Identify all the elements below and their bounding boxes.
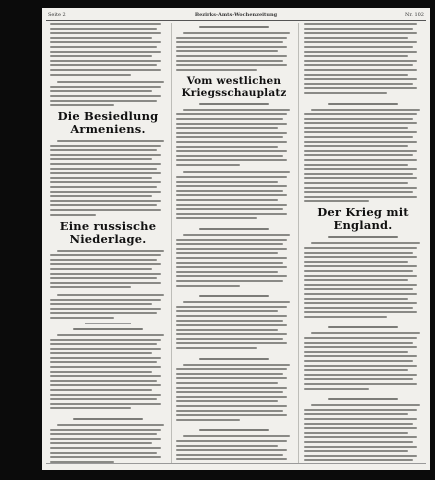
text-line [176,440,287,442]
headline: Vom westlichen Kriegsschauplatz [181,74,287,99]
text-line [176,454,283,456]
text-line [50,384,161,386]
text-line [311,109,420,111]
text-line [304,446,417,448]
text-line [50,357,161,359]
text-line [176,320,283,322]
text-line [304,41,417,43]
text-line [50,51,161,53]
text-line [304,351,408,353]
text-line [304,78,417,80]
text-line [57,294,164,296]
text-line [304,74,408,76]
text-line [50,254,161,256]
text-line [50,366,161,368]
text-line [176,213,287,215]
text-line [50,74,131,76]
text-line [50,407,131,409]
text-line [176,55,287,57]
text-line [304,418,417,420]
headline: Eine russische Niederlage. [59,218,157,246]
text-line [50,380,157,382]
text-line [304,64,413,66]
paper-title: Bezirks-Amts-Wochenzeitung [194,12,278,18]
text-line [50,86,161,88]
paragraph-gap [50,412,166,415]
text-line [176,414,287,416]
section-rule [85,323,131,324]
text-line [176,64,287,66]
text-line [176,118,283,120]
page-number: Seite 2 [48,12,66,18]
text-line [50,172,161,174]
text-line [50,308,161,310]
article-body-block [304,23,422,202]
text-line [176,141,287,143]
text-line [176,60,283,62]
text-line [304,23,417,25]
newspaper-page [42,8,430,470]
text-line [50,389,152,391]
text-line [176,445,278,447]
text-line [176,306,287,308]
section-subheading [199,358,269,360]
text-line [183,435,290,437]
text-line [176,373,283,375]
text-line [304,378,413,380]
text-line [304,311,417,313]
paragraph-gap [304,97,422,100]
text-line [176,387,287,389]
text-line [50,37,152,39]
text-line [50,69,161,71]
text-line [50,286,131,288]
text-line [50,104,114,106]
text-line [176,185,287,187]
article-body-block [50,334,166,463]
text-line [176,405,287,407]
section-subheading [199,26,269,28]
text-line [304,159,417,161]
masthead [46,10,426,20]
column-divider [171,23,172,463]
article-column-3 [304,23,422,463]
text-line [176,458,287,460]
text-line [176,262,283,264]
text-line [304,355,417,357]
text-line [183,301,290,303]
text-line [304,450,408,452]
text-line [304,32,417,34]
text-line [176,37,287,39]
text-line [50,398,157,400]
section-subheading [199,295,269,297]
text-line [50,158,152,160]
text-line [176,324,287,326]
text-line [176,271,278,273]
text-line [304,46,413,48]
text-line [50,149,157,151]
text-line [50,394,161,396]
text-line [176,310,278,312]
text-line [176,113,287,115]
text-line [304,127,408,129]
text-line [304,87,417,89]
text-line [304,141,417,143]
text-line [183,171,290,173]
text-line [50,100,157,102]
text-line [176,46,287,48]
text-line [176,176,287,178]
page-bottom-rule [46,463,426,464]
text-line [176,159,287,161]
text-line [304,150,417,152]
text-line [176,194,287,196]
text-line [50,60,161,62]
text-line [183,234,290,236]
text-line [50,312,157,314]
text-line [176,382,278,384]
text-line [50,214,96,216]
text-line [304,293,417,295]
text-line [50,361,157,363]
text-line [50,339,161,341]
text-line [304,145,408,147]
text-line [50,343,157,345]
text-line [50,28,157,30]
text-line [176,150,287,152]
text-line [304,177,417,179]
text-line [50,95,161,97]
text-line [176,164,240,166]
text-line [50,200,161,202]
text-line [50,303,152,305]
text-line [304,252,413,254]
issue-number: Nr. 102 [405,12,424,18]
text-line [50,371,152,373]
text-line [176,155,283,157]
text-line [304,136,413,138]
text-line [50,317,114,319]
text-line [304,360,413,362]
article-body-block [50,250,166,319]
text-line [176,400,278,402]
text-line [304,436,417,438]
text-line [176,69,257,71]
text-line [176,396,287,398]
paragraph-gap [176,423,292,426]
text-line [57,424,164,426]
text-line [50,299,161,301]
text-line [50,352,152,354]
article-column-2 [176,23,292,463]
text-line [176,243,283,245]
text-line [176,50,278,52]
text-line [50,282,161,284]
text-line [304,342,413,344]
text-line [304,122,417,124]
text-line [311,242,420,244]
paragraph-gap [176,352,292,355]
text-line [304,173,413,175]
text-line [50,209,161,211]
text-line [176,146,278,148]
section-subheading [199,429,269,431]
text-line [304,92,387,94]
text-line [304,374,417,376]
text-line [183,32,290,34]
text-line [50,41,161,43]
text-line [304,154,413,156]
text-line [176,410,283,412]
text-line [304,346,417,348]
section-subheading [73,418,143,420]
text-line [176,132,287,134]
text-line [304,298,408,300]
text-line [176,181,278,183]
text-line [304,316,387,318]
text-line [176,208,283,210]
text-line [50,163,161,165]
section-subheading [328,103,399,105]
text-line [57,140,164,142]
text-line [50,447,161,449]
text-line [304,196,417,198]
text-line [304,365,417,367]
text-line [176,391,283,393]
text-line [50,181,161,183]
text-line [176,257,287,259]
text-line [176,315,287,317]
text-line [304,83,413,85]
text-line [304,28,413,30]
text-line [176,449,287,451]
text-line [50,23,161,25]
text-line [304,131,417,133]
text-line [50,55,152,57]
text-line [176,338,283,340]
text-line [304,55,408,57]
text-line [50,259,157,261]
text-line [304,256,417,258]
text-line [50,90,152,92]
text-line [50,195,152,197]
text-line [50,429,161,431]
text-line [176,333,287,335]
text-line [176,127,278,129]
article-body-block [304,242,422,463]
text-line [176,199,278,201]
text-line [50,268,152,270]
section-subheading [328,326,399,328]
text-line [304,423,413,425]
text-line [304,187,417,189]
text-line [304,164,408,166]
article-column-1 [50,23,166,463]
paragraph-gap [176,289,292,292]
text-line [50,168,157,170]
text-line [304,191,413,193]
text-line [50,452,157,454]
text-line [176,280,283,282]
text-line [176,217,257,219]
text-line [304,459,413,461]
text-line [50,277,157,279]
text-line [304,113,417,115]
text-line [50,456,161,458]
text-line [176,204,287,206]
text-line [304,200,369,202]
text-line [50,64,157,66]
text-line [304,270,413,272]
text-line [304,37,408,39]
text-line [50,32,161,34]
text-line [304,284,417,286]
article-body-block [176,26,292,71]
text-line [304,427,417,429]
text-line [176,41,283,43]
text-line [304,369,408,371]
text-line [176,368,287,370]
article-body-block [176,109,292,463]
text-line [176,275,287,277]
text-line [304,337,417,339]
text-line [304,388,369,390]
text-line [304,51,417,53]
text-line [50,177,152,179]
text-line [176,377,287,379]
text-line [311,404,420,406]
text-line [304,432,408,434]
paragraph-gap [304,392,422,395]
text-line [304,182,408,184]
text-line [183,364,290,366]
text-line [304,413,408,415]
headline: Die Besiedlung Armeniens. [57,109,159,137]
text-line [50,204,157,206]
article-body-block [50,23,166,106]
text-line [304,265,417,267]
text-line [304,288,413,290]
text-line [304,69,417,71]
headline: Der Krieg mit England. [317,205,409,233]
article-body-block [50,140,166,216]
text-line [50,375,161,377]
section-subheading [73,328,143,330]
text-line [311,332,420,334]
text-line [50,348,161,350]
text-line [176,239,287,241]
text-line [176,347,257,349]
text-line [176,252,278,254]
section-subheading [199,228,269,230]
text-line [304,279,408,281]
paragraph-gap [304,320,422,323]
text-line [304,261,408,263]
text-line [50,438,161,440]
text-line [304,118,413,120]
masthead-rule [46,20,426,21]
text-line [50,186,157,188]
text-line [57,334,164,336]
text-line [304,60,417,62]
section-subheading [328,398,399,400]
text-line [304,383,417,385]
text-line [304,307,413,309]
text-line [50,191,161,193]
text-line [176,342,287,344]
text-line [50,433,157,435]
text-line [304,441,413,443]
text-line [50,263,161,265]
text-line [50,154,161,156]
text-line [176,419,240,421]
text-line [304,168,417,170]
text-line [50,145,161,147]
text-line [304,275,417,277]
text-line [57,250,164,252]
text-line [176,285,240,287]
text-line [176,248,287,250]
paragraph-gap [176,222,292,225]
text-line [304,409,417,411]
text-line [50,46,157,48]
text-line [50,442,152,444]
section-subheading [328,236,399,238]
text-line [176,123,287,125]
text-line [176,329,278,331]
section-subheading [199,103,269,105]
text-line [57,81,164,83]
text-line [304,247,417,249]
text-line [50,273,161,275]
text-line [176,190,283,192]
text-line [304,302,417,304]
text-line [183,109,290,111]
text-line [176,136,283,138]
column-divider [298,23,299,463]
text-line [176,266,287,268]
text-line [304,455,417,457]
text-line [50,403,161,405]
